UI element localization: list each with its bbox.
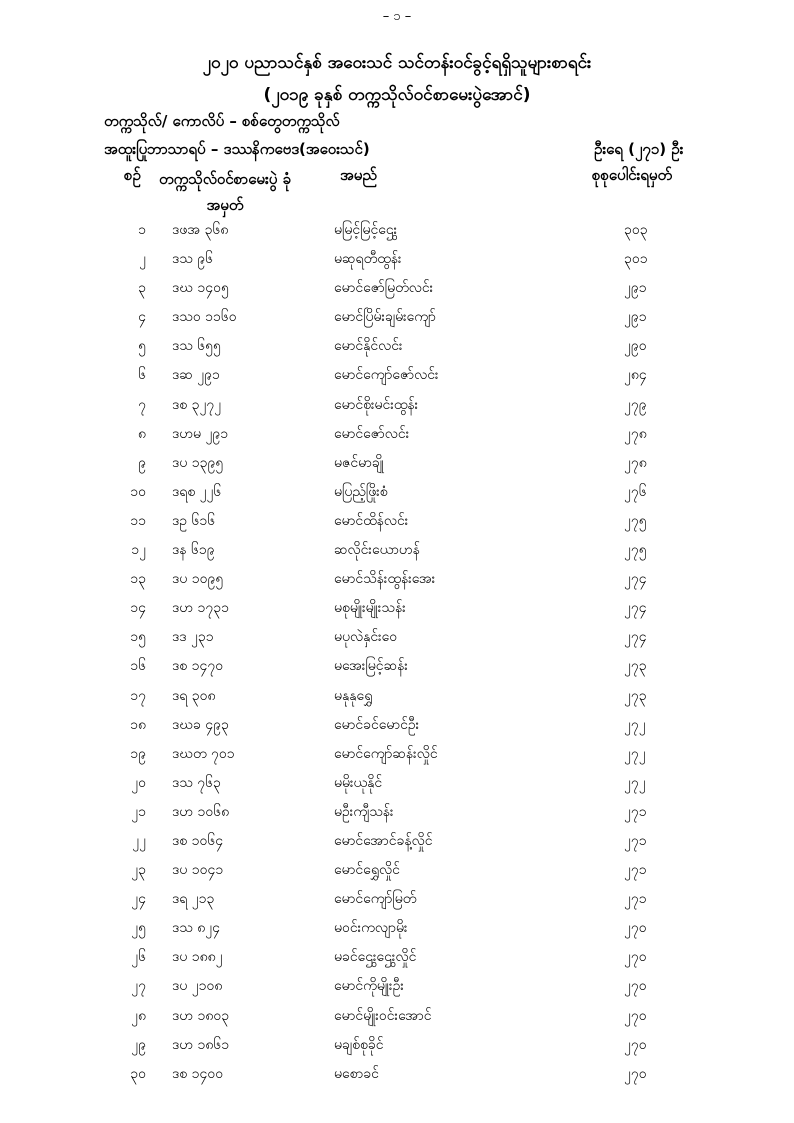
roll-number-cell: ဒဃတ ၇၀၁ <box>172 745 235 762</box>
document-subtitle: (၂၀၁၉ ခုနှစ် တက္ကသိုလ်ဝင်စာမေးပွဲအောင်) <box>263 85 531 105</box>
table-row <box>0 278 794 307</box>
roll-number-cell: ဒဥ ၆၁၆ <box>172 512 216 529</box>
table-row <box>0 511 794 540</box>
name-cell: မခင်ဌွေးဌွေးလှိုင် <box>334 949 417 966</box>
total-marks-cell: ၂၇၂ <box>624 716 646 733</box>
table-row <box>0 424 794 453</box>
name-cell: မပြည့်ဖြိုးစံ <box>334 483 388 500</box>
name-cell: မောင်ဇော်လင်း <box>334 425 410 442</box>
serial-no-cell: ၈ <box>138 425 146 442</box>
table-row <box>0 947 794 976</box>
document-title: ၂၀၂၀ ပညာသင်နှစ် အဝေးသင် သင်တန်းဝင်ခွင့်ရရှိသူများစာရင်း <box>202 53 592 73</box>
name-cell: မောင်ကျော်မြတ် <box>334 891 417 908</box>
serial-no-cell: ၂၀ <box>131 774 146 791</box>
total-marks-cell: ၂၇၀ <box>624 1036 647 1053</box>
name-cell: မအေးမြင့်ဆန်း <box>334 658 408 675</box>
name-cell: မဦးကျီသန်း <box>334 803 394 820</box>
roll-number-cell: ဒဟမ ၂၉၁ <box>172 425 229 442</box>
roll-number-cell: ဒပ ၂၁၀၈ <box>172 978 223 995</box>
table-row <box>0 1006 794 1035</box>
total-marks-cell: ၂၇၀ <box>624 1007 647 1024</box>
total-marks-cell: ၂၇၀ <box>624 920 647 937</box>
total-marks-cell: ၂၇၉ <box>624 396 647 413</box>
roll-number-cell: ဒရ ၂၁၃ <box>172 891 215 908</box>
university-label: တက္ကသိုလ်/ ကောလိပ် – စစ်တွေတက္ကသိုလ် <box>104 112 340 130</box>
table-row <box>0 656 794 685</box>
serial-no-cell: ၆ <box>138 367 146 384</box>
total-marks-cell: ၂၇၀ <box>624 978 647 995</box>
table-row <box>0 976 794 1005</box>
header-total-marks: စုစုပေါင်းရမှတ် <box>592 166 673 184</box>
name-cell: မောင်မျိုးဝင်းအောင် <box>334 1007 432 1024</box>
roll-number-cell: ဒဒ ၂၃၁ <box>172 629 214 646</box>
serial-no-cell: ၂၂ <box>132 832 146 849</box>
table-row <box>0 365 794 394</box>
roll-number-cell: ဒရ ၃၀၈ <box>172 687 216 704</box>
total-marks-cell: ၂၇၂ <box>624 745 646 762</box>
serial-no-cell: ၁၇ <box>130 687 146 704</box>
table-row <box>0 773 794 802</box>
total-marks-cell: ၂၇၀ <box>624 1065 647 1082</box>
total-marks-cell: ၂၇၁ <box>624 832 647 849</box>
roll-number-cell: ဒဃခ ၄၉၃ <box>172 716 229 733</box>
name-cell: မောင်ထိန်လင်း <box>334 512 409 529</box>
total-marks-cell: ၂၇၈ <box>624 425 647 442</box>
table-row <box>0 744 794 773</box>
serial-no-cell: ၇ <box>138 396 146 413</box>
serial-no-cell: ၉ <box>138 454 146 471</box>
serial-no-cell: ၂၅ <box>131 920 146 937</box>
roll-number-cell: ဒပ ၁၈၈၂ <box>172 949 223 966</box>
name-cell: မောင်နိုင်လင်း <box>334 338 403 355</box>
serial-no-cell: ၂၄ <box>131 891 146 908</box>
table-row <box>0 918 794 947</box>
header-serial-no: စဉ် <box>124 166 141 184</box>
serial-no-cell: ၁၆ <box>130 658 146 675</box>
name-cell: မောင်အောင်ခန့်လှိုင် <box>334 832 433 849</box>
total-marks-cell: ၂၈၄ <box>624 367 647 384</box>
serial-no-cell: ၃ <box>138 280 146 297</box>
total-marks-cell: ၂၇၄ <box>624 629 647 646</box>
name-cell: မမိုးယုနိုင် <box>334 774 383 791</box>
name-cell: မောင်သိန်းထွန်းအေး <box>334 571 436 588</box>
table-row <box>0 482 794 511</box>
total-marks-cell: ၂၇၃ <box>624 658 647 675</box>
table-row <box>0 686 794 715</box>
total-marks-cell: ၂၇၃ <box>624 687 647 704</box>
roll-number-cell: ဒဟ ၁၈၆၁ <box>172 1036 230 1053</box>
total-marks-cell: ၂၉၀ <box>624 338 647 355</box>
table-row <box>0 307 794 336</box>
total-marks-cell: ၂၇၄ <box>624 571 647 588</box>
name-cell: မောင်ကျော်ဇော်လင်း <box>334 367 439 384</box>
name-cell: မပုလဲနှင်းဝေ <box>334 629 398 646</box>
table-row <box>0 802 794 831</box>
roll-number-cell: ဒန ၆၁၉ <box>172 542 215 559</box>
roll-number-cell: ဒဖအ ၃၆၈ <box>172 222 229 238</box>
name-cell: မောင်ဇော်မြတ်လင်း <box>334 280 434 297</box>
total-marks-cell: ၂၇၆ <box>624 483 647 500</box>
table-row <box>0 627 794 656</box>
roll-number-cell: ဒဟ ၁၇၃၁ <box>172 600 229 617</box>
name-cell: မချစ်စုခိုင် <box>334 1036 384 1053</box>
table-row <box>0 569 794 598</box>
roll-number-cell: ဒသဝ ၁၁၆၀ <box>172 309 237 326</box>
table-row <box>0 249 794 278</box>
table-row <box>0 1064 794 1093</box>
name-cell: မောင်စိုးမင်းထွန်း <box>334 396 419 413</box>
results-table <box>0 220 794 1093</box>
total-marks-cell: ၂၇၀ <box>624 949 647 966</box>
serial-no-cell: ၁၉ <box>130 745 146 762</box>
total-marks-cell: ၃၀၃ <box>624 222 648 238</box>
student-count: ဦးရေ (၂၇၁) ဦး <box>594 140 684 158</box>
total-marks-cell: ၂၇၁ <box>624 803 647 820</box>
header-name: အမည် <box>340 166 377 184</box>
total-marks-cell: ၂၇၄ <box>624 600 647 617</box>
table-row <box>0 395 794 424</box>
roll-number-cell: ဒသ ၈၂၄ <box>172 920 221 937</box>
serial-no-cell: ၂၉ <box>131 1036 146 1053</box>
roll-number-cell: ဒစ ၁၀၆၄ <box>172 832 224 849</box>
serial-no-cell: ၂၈ <box>131 1007 146 1024</box>
serial-no-cell: ၂ <box>139 251 146 268</box>
table-row <box>0 889 794 918</box>
roll-number-cell: ဒပ ၁၃၉၅ <box>172 454 224 471</box>
table-row <box>0 598 794 627</box>
table-row <box>0 220 794 249</box>
serial-no-cell: ၁၈ <box>130 716 146 733</box>
roll-number-cell: ဒစ ၃၂၇၂ <box>172 396 222 413</box>
name-cell: မောင်ခင်မောင်ဦး <box>334 716 420 733</box>
roll-number-cell: ဒစ ၁၄၇၀ <box>172 658 224 675</box>
name-cell: မဆုရတီထွန်း <box>334 251 402 268</box>
serial-no-cell: ၂၃ <box>131 862 146 879</box>
serial-no-cell: ၁ <box>138 222 146 238</box>
roll-number-cell: ဒဃ ၁၄၀၅ <box>172 280 229 297</box>
serial-no-cell: ၂၆ <box>131 949 146 966</box>
total-marks-cell: ၂၉၁ <box>624 309 647 326</box>
roll-number-cell: ဒဆ ၂၉၁ <box>172 367 220 384</box>
name-cell: မစောခင် <box>334 1065 379 1082</box>
serial-no-cell: ၂၇ <box>131 978 146 995</box>
table-row <box>0 860 794 889</box>
name-cell: မောင်ပြိမ်းချမ်းကျော် <box>334 309 436 326</box>
table-row <box>0 540 794 569</box>
name-cell: ဆလိုင်းယောဟန် <box>334 542 420 559</box>
roll-number-cell: ဒပ ၁၀၉၅ <box>172 571 224 588</box>
total-marks-cell: ၃၀၁ <box>624 251 648 268</box>
table-row <box>0 715 794 744</box>
roll-number-cell: ဒသ ၆၅၅ <box>172 338 221 355</box>
name-cell: မစုမျိုးမျိုးသန်း <box>334 600 406 617</box>
serial-no-cell: ၅ <box>138 338 146 355</box>
name-cell: မဝင်းကလျာမိုး <box>334 920 408 937</box>
table-row <box>0 831 794 860</box>
serial-no-cell: ၃၀ <box>130 1065 146 1082</box>
total-marks-cell: ၂၇၁ <box>624 862 647 879</box>
serial-no-cell: ၂၁ <box>131 803 146 820</box>
roll-number-cell: ဒသ ၇၆၃ <box>172 774 221 791</box>
roll-number-cell: ဒရစ ၂၂၆ <box>172 483 222 500</box>
serial-no-cell: ၄ <box>138 309 146 326</box>
name-cell: မနုနုရွှေ <box>334 687 373 704</box>
table-row <box>0 336 794 365</box>
serial-no-cell: ၁၅ <box>130 629 146 646</box>
major-label: အထူးပြုဘာသာရပ် – ဒဿနိကဗေဒ(အဝေးသင်) <box>104 140 370 158</box>
roll-number-cell: ဒပ ၁၀၄၁ <box>172 862 224 879</box>
serial-no-cell: ၁၃ <box>130 571 146 588</box>
name-cell: မဇင်မာချို <box>334 454 384 471</box>
table-row <box>0 453 794 482</box>
table-row <box>0 1035 794 1064</box>
name-cell: မမြင့်မြင့်ဌွေး <box>334 222 398 238</box>
roll-number-cell: ဒဟ ၁၀၆၈ <box>172 803 230 820</box>
serial-no-cell: ၁၂ <box>131 542 146 559</box>
roll-number-cell: ဒစ ၁၄၀၀ <box>172 1065 224 1082</box>
roll-number-cell: ဒဟ ၁၈၀၃ <box>172 1007 230 1024</box>
header-roll-number: တက္ကသိုလ်ဝင်စာမေးပွဲ ခုံအမှတ် <box>159 170 291 214</box>
page-number: – ၁ – <box>382 9 412 24</box>
roll-number-cell: ဒသ ၉၆ <box>172 251 214 268</box>
name-cell: မောင်ရွှေလှိုင် <box>334 862 400 879</box>
total-marks-cell: ၂၇၅ <box>624 512 647 529</box>
name-cell: မောင်ကျော်ဆန်းလှိုင် <box>334 745 438 762</box>
total-marks-cell: ၂၇၅ <box>624 542 647 559</box>
name-cell: မောင်ကိုမျိုးဦး <box>334 978 404 995</box>
total-marks-cell: ၂၇၈ <box>624 454 647 471</box>
total-marks-cell: ၂၉၁ <box>624 280 647 297</box>
total-marks-cell: ၂၇၁ <box>624 891 647 908</box>
total-marks-cell: ၂၇၂ <box>624 774 646 791</box>
serial-no-cell: ၁၀ <box>130 483 146 500</box>
serial-no-cell: ၁၄ <box>130 600 146 617</box>
serial-no-cell: ၁၁ <box>130 512 146 529</box>
